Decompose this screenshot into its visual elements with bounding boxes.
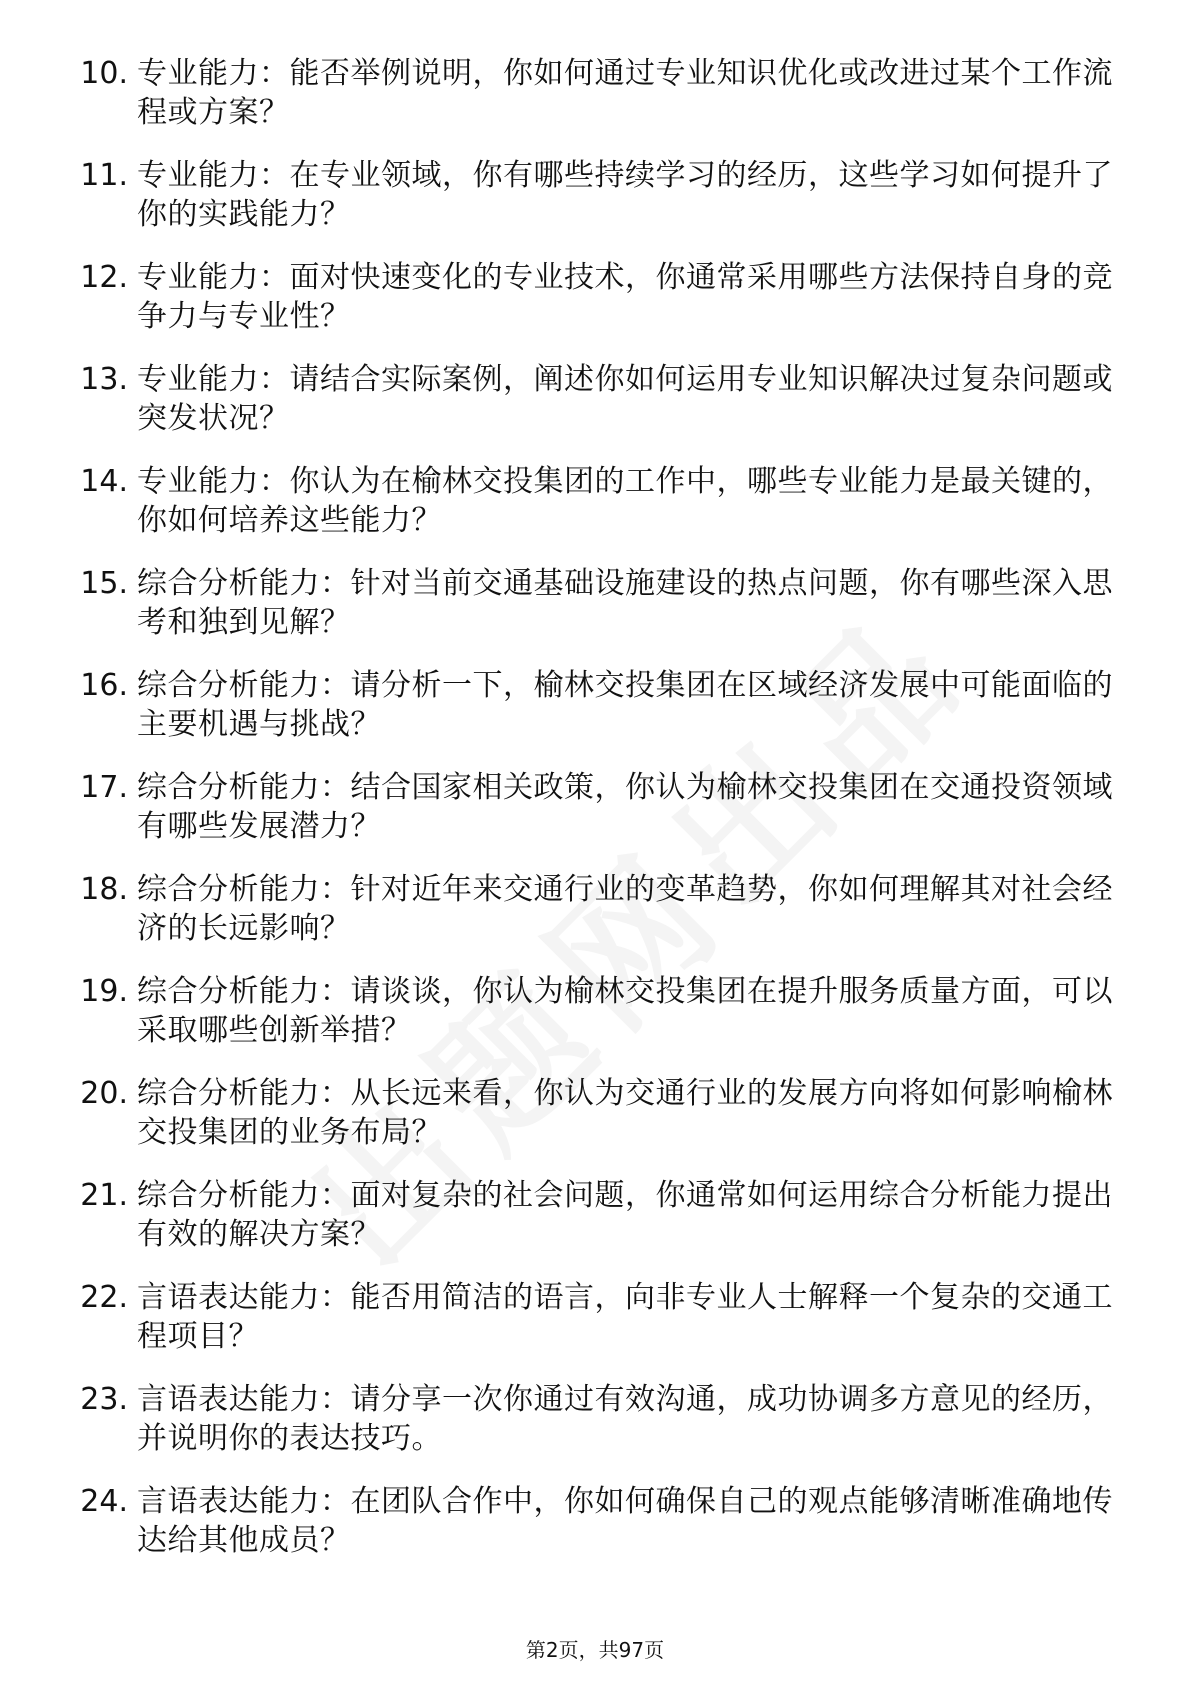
- question-text: 专业能力：你认为在榆林交投集团的工作中，哪些专业能力是最关键的，你如何培养这些能力？: [137, 464, 1113, 538]
- list-item: [60, 870, 1115, 972]
- question-number: 10.: [80, 56, 128, 91]
- list-item: [60, 1278, 1115, 1380]
- list-item: [60, 1074, 1115, 1176]
- question-text: 综合分析能力：结合国家相关政策，你认为榆林交投集团在交通投资领域有哪些发展潜力？: [137, 770, 1113, 844]
- question-number: 12.: [80, 260, 128, 295]
- question-number: 13.: [80, 362, 128, 397]
- question-number: 16.: [80, 668, 128, 703]
- question-number: 14.: [80, 464, 128, 499]
- question-text: 专业能力：能否举例说明，你如何通过专业知识优化或改进过某个工作流程或方案？: [137, 56, 1113, 130]
- list-item: [60, 1482, 1115, 1584]
- question-number: 20.: [80, 1076, 128, 1111]
- question-text: 言语表达能力：请分享一次你通过有效沟通，成功协调多方意见的经历，并说明你的表达技巧。: [137, 1382, 1113, 1456]
- question-text: 综合分析能力：面对复杂的社会问题，你通常如何运用综合分析能力提出有效的解决方案？: [137, 1178, 1113, 1252]
- question-text: 综合分析能力：针对当前交通基础设施建设的热点问题，你有哪些深入思考和独到见解？: [137, 566, 1113, 640]
- question-list: [60, 54, 1115, 1584]
- question-number: 15.: [80, 566, 128, 601]
- list-item: [60, 462, 1115, 564]
- list-item: [60, 1176, 1115, 1278]
- list-item: [60, 1380, 1115, 1482]
- list-item: [60, 156, 1115, 258]
- page-footer: 第2页，共97页: [525, 1638, 665, 1662]
- question-text: 综合分析能力：请谈谈，你认为榆林交投集团在提升服务质量方面，可以采取哪些创新举措？: [137, 974, 1113, 1048]
- question-text: 专业能力：请结合实际案例，阐述你如何运用专业知识解决过复杂问题或突发状况？: [137, 362, 1113, 436]
- question-text: 综合分析能力：从长远来看，你认为交通行业的发展方向将如何影响榆林交投集团的业务布局？: [137, 1076, 1113, 1150]
- question-text: 综合分析能力：请分析一下，榆林交投集团在区域经济发展中可能面临的主要机遇与挑战？: [137, 668, 1113, 742]
- list-item: [60, 54, 1115, 156]
- question-number: 21.: [80, 1178, 128, 1213]
- question-text: 综合分析能力：针对近年来交通行业的变革趋势，你如何理解其对社会经济的长远影响？: [137, 872, 1113, 946]
- question-number: 22.: [80, 1280, 128, 1315]
- question-number: 19.: [80, 974, 128, 1009]
- list-item: [60, 768, 1115, 870]
- list-item: [60, 666, 1115, 768]
- list-item: [60, 972, 1115, 1074]
- question-text: 专业能力：面对快速变化的专业技术，你通常采用哪些方法保持自身的竞争力与专业性？: [137, 260, 1113, 334]
- question-number: 18.: [80, 872, 128, 907]
- question-number: 17.: [80, 770, 128, 805]
- question-number: 23.: [80, 1382, 128, 1417]
- list-item: [60, 360, 1115, 462]
- question-text: 言语表达能力：能否用简洁的语言，向非专业人士解释一个复杂的交通工程项目？: [137, 1280, 1113, 1354]
- question-text: 言语表达能力：在团队合作中，你如何确保自己的观点能够清晰准确地传达给其他成员？: [137, 1484, 1113, 1558]
- question-number: 24.: [80, 1484, 128, 1519]
- question-text: 专业能力：在专业领域，你有哪些持续学习的经历，这些学习如何提升了你的实践能力？: [137, 158, 1113, 232]
- list-item: [60, 258, 1115, 360]
- question-number: 11.: [80, 158, 128, 193]
- list-item: [60, 564, 1115, 666]
